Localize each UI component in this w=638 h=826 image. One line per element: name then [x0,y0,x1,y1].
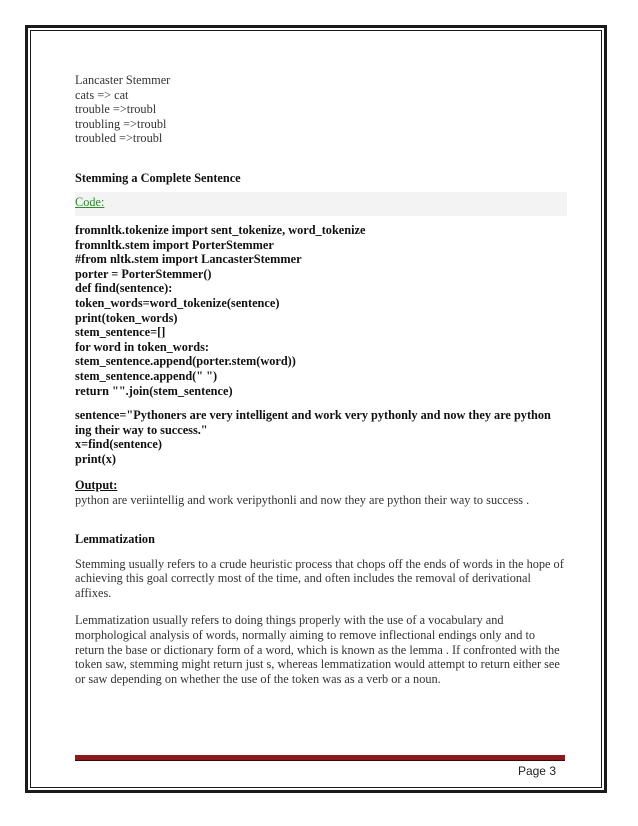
code-label-bar [75,192,567,216]
code-line: for word in token_words: [75,339,210,354]
code-label: Code: [75,194,105,209]
stemmer-example-line: trouble =>troubl [75,102,157,117]
code-line: fromnltk.tokenize import sent_tokenize, word_tokenize [75,222,366,237]
code-line: def find(sentence): [75,281,173,296]
code-line: porter = PorterStemmer() [75,266,212,281]
code-line: print(x) [75,451,116,466]
code-line: fromnltk.stem import PorterStemmer [75,237,274,252]
lemmatization-paragraph-2: Lemmatization usually refers to doing things properly with the use of a vocabulary and morphological analysis of words, normally aiming to remove inflectional endings only and to return the base or dictionary form of a word, which is known as the lemma . If confronted with the token saw, stemming might return just s, whereas lemmatization would attempt to return either see or saw depending on whether the use of the token was as a verb or a noun. [75,613,560,687]
code-line: ing their way to success." [75,422,208,437]
page-content [75,73,565,687]
spacer [75,466,565,478]
code-line: token_words=word_tokenize(sentence) [75,295,280,310]
lemmatization-heading: Lemmatization [75,531,155,546]
stemmer-title: Lancaster Stemmer [75,73,171,87]
code-line: stem_sentence=[] [75,325,166,340]
stemmer-example-line: cats => cat [75,87,129,102]
footer-rule [75,755,565,760]
page-number: Page 3 [517,764,556,778]
output-text: python are veriintellig and work veripythonli and now they are python their way to success . [75,493,530,508]
code-line: return "".join(stem_sentence) [75,383,233,398]
code-line: stem_sentence.append(porter.stem(word)) [75,354,296,369]
stemming-heading: Stemming a Complete Sentence [75,170,241,185]
stemmer-example-line: troubling =>troubl [75,116,167,131]
spacer [75,398,565,408]
spacer [75,146,565,171]
code-line: stem_sentence.append(" ") [75,368,218,383]
stemmer-example-line: troubled =>troubl [75,131,163,146]
code-line: #from nltk.stem import LancasterStemmer [75,252,302,267]
code-line: x=find(sentence) [75,437,162,452]
spacer [75,216,565,223]
spacer [75,601,565,613]
spacer [75,547,565,557]
lemmatization-paragraph-1: Stemming usually refers to a crude heuristic process that chops off the ends of words in the hope of achieving this goal correctly most of the time, and often includes the removal of derivational affixes. [75,556,564,601]
code-block [75,223,565,398]
stemmer-examples [75,73,565,146]
code-line: print(token_words) [75,310,178,325]
spacer [75,508,565,532]
code-block-sentence [75,408,565,466]
output-label: Output: [75,478,118,493]
code-line: sentence="Pythoners are very intelligent and work very pythonly and now they are python [75,408,551,423]
